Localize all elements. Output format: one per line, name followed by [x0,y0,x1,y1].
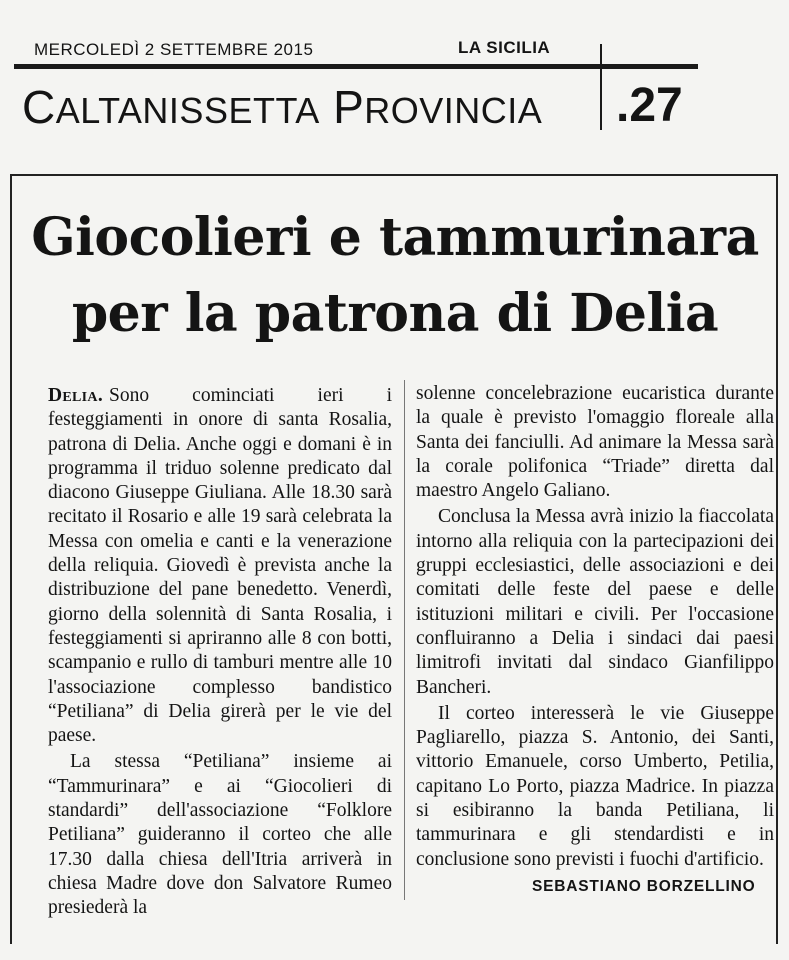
dateline: Delia. [48,385,103,406]
section-word-1-rest: ALTANISSETTA [55,90,320,131]
paragraph [48,384,392,748]
masthead-rule [14,64,698,69]
paragraph-text: Sono cominciati ieri i festeggiamenti in onore di santa Rosalia, patrona di Delia. Anche oggi e domani è in programma il triduo solenne predicato dal diacono Giuseppe Giuliana. Alle 18.30 sarà recitato il Rosario e alle 19 sarà celebrata la Messa con omelia e canti e la venerazione della reliquia. Giovedì è prevista anche la distribuzione del pane benedetto. Venerdì, giorno della solennità di Santa Rosalia, i festeggiamenti si apriranno alle 8 con botti, scampanio e rullo di tamburi mentre alle 10 l'associazione complesso bandistico “Petiliana” di Delia girerà per le vie del paese. [48,385,392,747]
headline-line-2: per la patrona di Delia [71,283,719,344]
headline-line-1: Giocolieri e tammurinara [31,207,759,268]
page-number: .27 [616,79,683,132]
section-word-2-cap: P [333,81,365,133]
newspaper-name: LA SICILIA [458,38,551,57]
section-word-2-rest: ROVINCIA [364,90,543,131]
issue-date: MERCOLEDÌ 2 SETTEMBRE 2015 [34,40,314,59]
column-divider [404,380,405,900]
section-word-1-cap: C [22,81,56,133]
byline: SEBASTIANO BORZELLINO [532,878,756,895]
article-headline [14,200,776,352]
section-title [22,80,542,134]
masthead-divider [600,44,602,130]
paragraph: Conclusa la Messa avrà inizio la fiaccolata intorno alla reliquia con la partecipazioni dei gruppi ecclesiastici, delle associazioni e dei comitati delle feste del paese e delle istituzioni militari e civili. Per l'occasione confluiranno a Delia i sindaci dai paesi limitrofi invitati dal sindaco Gianfilippo Bancheri. [416,506,774,698]
article-column-left [48,384,392,921]
paragraph: solenne concelebrazione eucaristica durante la quale è previsto l'omaggio floreale alla Santa dei fanciulli. Ad animare la Messa sarà la corale polifonica “Triade” diretta dal maestro Angelo Galiano. [416,383,774,502]
paragraph: Il corteo interesserà le vie Giuseppe Pagliarello, piazza S. Antonio, dei Santi, vittorio Emanuele, corso Umberto, Petilia, capitano Lo Porto, piazza Madrice. In piazza si esibiranno la banda Petiliana, li tammurinara e gli stendardisti e in conclusione sono previsti i fuochi d'artificio. [416,702,774,870]
article-column-right [416,382,774,872]
paragraph: La stessa “Petiliana” insieme ai “Tammurinara” e ai “Giocolieri di standardi” dell'associazione “Folklore Petiliana” guideranno il corteo che alle 17.30 dalla chiesa dell'Itria arriverà in chiesa Madre dove don Salvatore Rumeo presiederà la [48,751,392,919]
